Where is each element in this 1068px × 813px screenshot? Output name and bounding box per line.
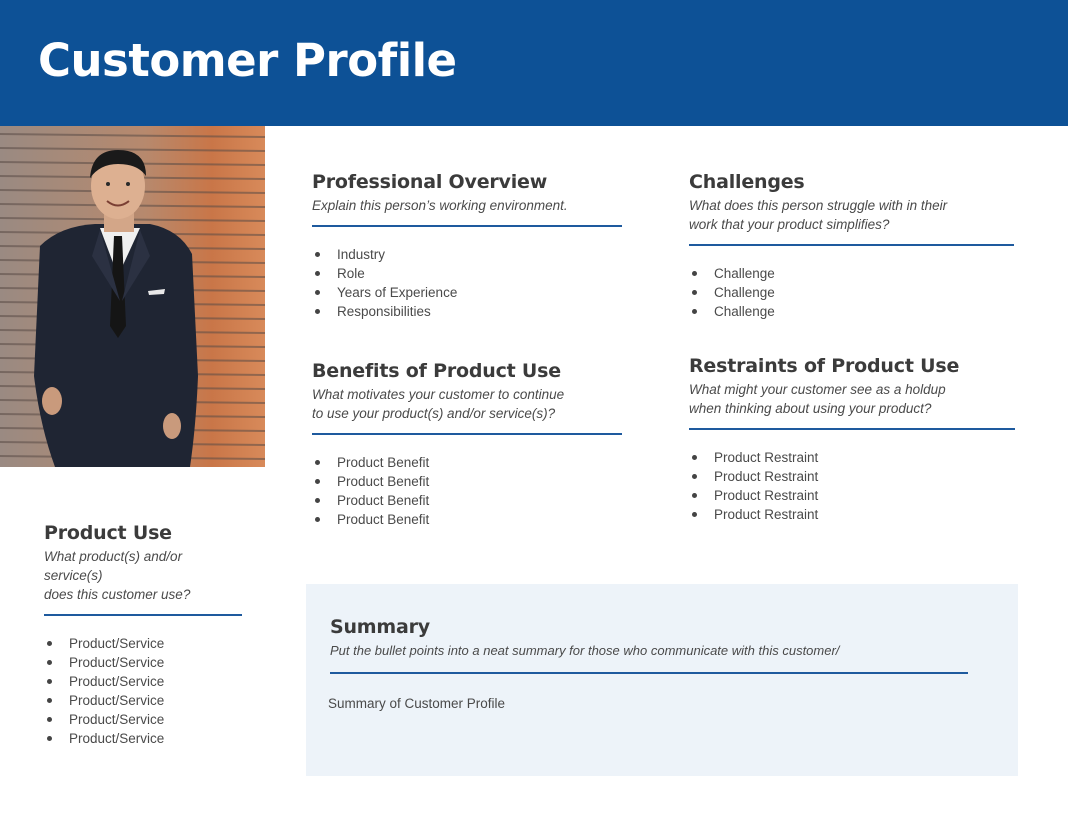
restraints-heading: Restraints of Product Use [689, 355, 960, 377]
customer-photo-image [0, 126, 265, 467]
product-use-heading: Product Use [44, 522, 172, 544]
challenges-heading: Challenges [689, 171, 805, 193]
list-item: Challenge [689, 264, 1014, 283]
benefits-list [312, 453, 622, 529]
list-item: Responsibilities [312, 302, 622, 321]
challenges-list [689, 264, 1014, 321]
product-use-subtitle-line2: does this customer use? [44, 587, 191, 602]
list-item: Product/Service [44, 634, 242, 653]
product-use-subtitle [44, 547, 242, 604]
list-item: Product/Service [44, 710, 242, 729]
list-item: Industry [312, 245, 622, 264]
product-use-list [44, 634, 242, 748]
restraints-list [689, 448, 1015, 524]
section-divider [312, 225, 622, 227]
header-banner [0, 0, 1068, 126]
customer-photo [0, 126, 265, 467]
list-item: Product/Service [44, 653, 242, 672]
professional-overview-section [312, 171, 622, 321]
professional-overview-subtitle: Explain this person’s working environment. [312, 198, 568, 213]
section-divider [689, 428, 1015, 430]
challenges-subtitle-line1: What does this person struggle with in their [689, 198, 948, 213]
summary-box [306, 584, 1018, 776]
benefits-section [312, 360, 622, 529]
benefits-subtitle [312, 385, 622, 423]
list-item: Challenge [689, 302, 1014, 321]
challenges-section [689, 171, 1014, 321]
list-item: Product Restraint [689, 448, 1015, 467]
summary-heading: Summary [330, 616, 430, 638]
restraints-subtitle [689, 380, 1015, 418]
summary-section [330, 616, 968, 711]
list-item: Years of Experience [312, 283, 622, 302]
list-item: Product Restraint [689, 486, 1015, 505]
section-divider [44, 614, 242, 616]
product-use-section [44, 522, 242, 748]
restraints-section [689, 355, 1015, 524]
list-item: Product Benefit [312, 453, 622, 472]
list-item: Product Benefit [312, 510, 622, 529]
list-item: Product/Service [44, 672, 242, 691]
section-divider [330, 672, 968, 674]
restraints-subtitle-line1: What might your customer see as a holdup [689, 382, 946, 397]
summary-subtitle: Put the bullet points into a neat summary for those who communicate with this customer/ [330, 643, 840, 658]
professional-overview-list [312, 245, 622, 321]
list-item: Product/Service [44, 691, 242, 710]
benefits-heading: Benefits of Product Use [312, 360, 561, 382]
benefits-subtitle-line2: to use your product(s) and/or service(s)? [312, 406, 556, 421]
professional-overview-heading: Professional Overview [312, 171, 548, 193]
challenges-subtitle-line2: work that your product simplifies? [689, 217, 890, 232]
section-divider [312, 433, 622, 435]
list-item: Product Benefit [312, 472, 622, 491]
restraints-subtitle-line2: when thinking about using your product? [689, 401, 932, 416]
product-use-subtitle-line1: What product(s) and/or service(s) [44, 549, 183, 583]
list-item: Product Benefit [312, 491, 622, 510]
benefits-subtitle-line1: What motivates your customer to continue [312, 387, 565, 402]
list-item: Role [312, 264, 622, 283]
summary-body: Summary of Customer Profile [328, 696, 506, 711]
section-divider [689, 244, 1014, 246]
list-item: Challenge [689, 283, 1014, 302]
list-item: Product Restraint [689, 467, 1015, 486]
challenges-subtitle [689, 196, 1014, 234]
list-item: Product Restraint [689, 505, 1015, 524]
page-title: Customer Profile [38, 34, 457, 87]
list-item: Product/Service [44, 729, 242, 748]
